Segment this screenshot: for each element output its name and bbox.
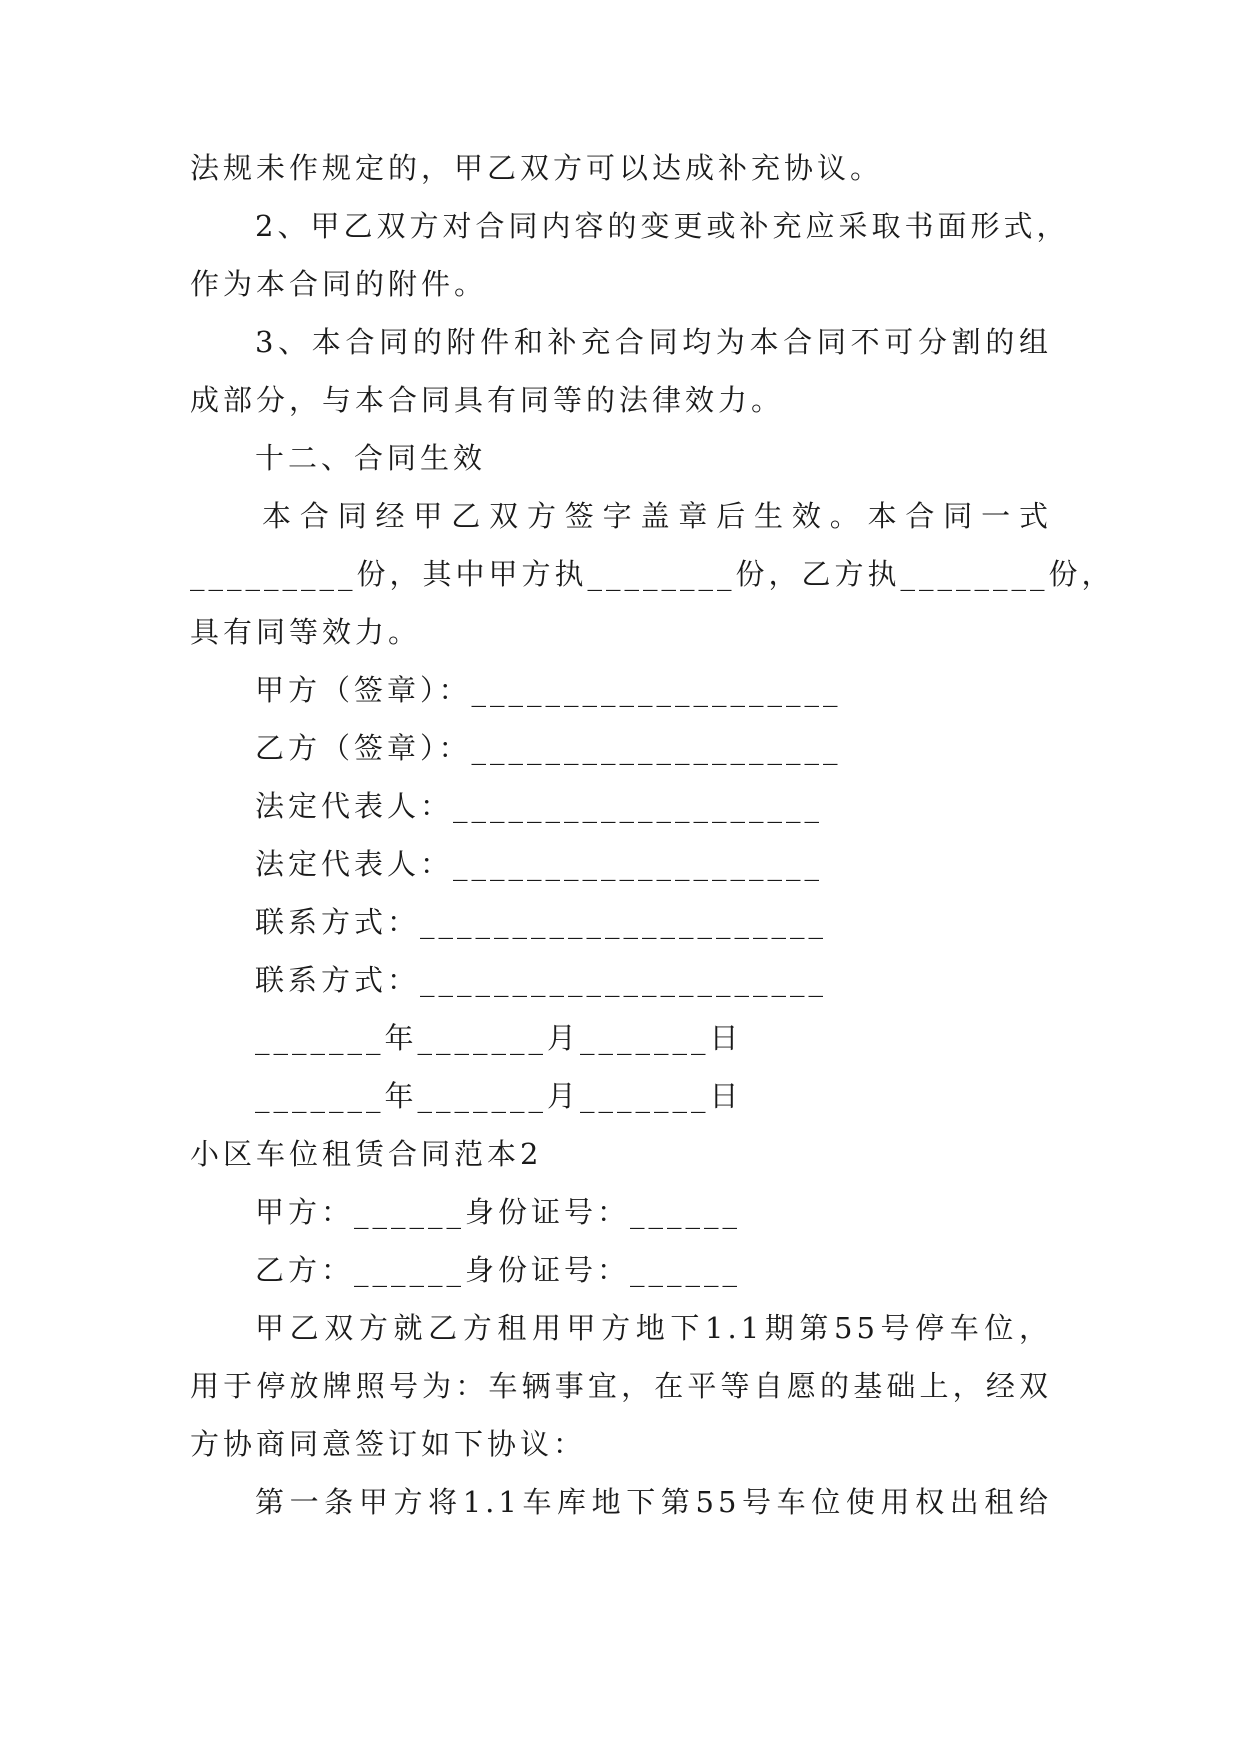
paragraph-line: _________份，其中甲方执________份，乙方执________份， xyxy=(190,557,1115,591)
signature-line-party-a: 甲方（签章）：____________________ xyxy=(255,673,842,707)
party-b-line: 乙方：______身份证号：______ xyxy=(255,1253,742,1287)
contact-line: 联系方式：______________________ xyxy=(255,963,828,997)
date-line: _______年_______月_______日 xyxy=(255,1079,743,1113)
paragraph-line: 作为本合同的附件。 xyxy=(190,267,488,301)
contact-line: 联系方式：______________________ xyxy=(255,905,828,939)
section-heading: 十二、合同生效 xyxy=(255,441,487,475)
paragraph-line: 成部分，与本合同具有同等的法律效力。 xyxy=(190,383,785,417)
document-title: 小区车位租赁合同范本2 xyxy=(190,1137,543,1171)
paragraph-line: 用于停放牌照号为：车辆事宜，在平等自愿的基础上，经双 xyxy=(190,1369,1052,1403)
signature-line-party-b: 乙方（签章）：____________________ xyxy=(255,731,842,765)
party-a-line: 甲方：______身份证号：______ xyxy=(255,1195,742,1229)
paragraph-line: 具有同等效力。 xyxy=(190,615,422,649)
paragraph-line: 甲乙双方就乙方租用甲方地下1.1期第55号停车位， xyxy=(255,1311,1052,1345)
paragraph-line: 法规未作规定的，甲乙双方可以达成补充协议。 xyxy=(190,151,884,185)
paragraph-line: 方协商同意签订如下协议： xyxy=(190,1427,587,1461)
paragraph-line: 第一条甲方将1.1车库地下第55号车位使用权出租给 xyxy=(255,1485,1052,1519)
paragraph-line: 2、甲乙双方对合同内容的变更或补充应采取书面形式， xyxy=(255,209,1070,243)
legal-representative-line: 法定代表人：____________________ xyxy=(255,789,824,823)
legal-representative-line: 法定代表人：____________________ xyxy=(255,847,824,881)
paragraph-line: 3、本合同的附件和补充合同均为本合同不可分割的组 xyxy=(255,325,1052,359)
paragraph-line: 本合同经甲乙双方签字盖章后生效。本合同一式 xyxy=(262,499,1052,533)
date-line: _______年_______月_______日 xyxy=(255,1021,743,1055)
